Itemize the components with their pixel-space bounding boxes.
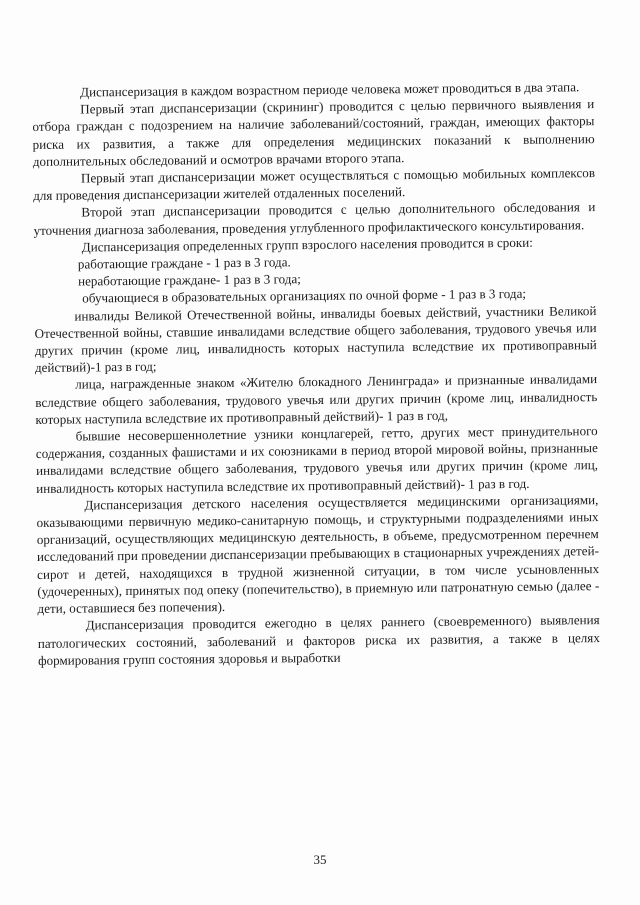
list-item: лица, награжденные знаком «Жителю блокадного Ленинграда» и признанные инвалидами вследствие общего заболевания, трудового увечья или других причин (кроме лиц, инвалидность которых наступила вследствие их противоправный действий)- 1 раз в год,	[35, 371, 598, 427]
list-item: обучающиеся в образовательных организациях по очной форме - 1 раз в 3 года;	[82, 286, 527, 306]
paragraph: Диспансеризация проводится ежегодно в целях раннего (своевременного) выявления патологических состояний, заболеваний и факторов риска их развития, а также в целях формирования групп состояния здоровья и выработки	[37, 612, 600, 668]
body-text	[32, 78, 600, 669]
list-item: инвалиды Великой Отечественной войны, инвалиды боевых действий, участники Великой Отечественной войны, ставшие инвалидами вследствие общего заболевания, трудового увечья или других причин (кроме лиц, инвалидность которых наступила вследствие их противоправный действий)-1 раз в год;	[34, 302, 597, 376]
paragraph: Диспансеризация в каждом возрастном периоде человека может проводиться в два этапа.	[80, 79, 580, 100]
paragraph: Диспансеризация детского населения осуществляется медицинскими организациями, оказывающими первичную медико-санитарную помощь, и структурными подразделениями иных организаций, осуществляющих медицинскую деятельность, в объеме, предусмотренном перечнем исследований при проведении диспансеризации пребывающих в стационарных учреждениях детей-сирот и детей, находящихся в трудной жизненной ситуации, в том числе усыновленных (удочеренных), принятых под опеку (попечительство), в приемную или патронатную семью (далее - дети, оставшиеся без попечения).	[36, 491, 600, 617]
paragraph: Второй этап диспансеризации проводится с целью дополнительного обследования и уточнения диагноза заболевания, проведения углубленного профилактического консультирования.	[33, 199, 596, 238]
page-number: 35	[313, 852, 327, 867]
list-item: работающие граждане - 1 раз в 3 года.	[77, 254, 291, 272]
paragraph: Диспансеризация определенных групп взрослого населения проводится в сроки:	[81, 234, 533, 255]
list-item: бывшие несовершеннолетние узники концлагерей, гетто, других мест принудительного содержания, созданных фашистами и их союзниками в период второй мировой войны, признанные инвалидами вследствие общего заболевания, трудового увечья или других причин (кроме лиц, инвалидность которых наступила вследствие их противоправный действий)- 1 раз в год.	[35, 423, 599, 496]
list-item: неработающие граждане- 1 раз в 3 года;	[77, 271, 301, 289]
paragraph: Первый этап диспансеризации (скрининг) проводится с целью первичного выявления и отбора граждан с подозрением на наличие заболеваний/состояний, граждан, имеющих факторы риска их развития, а также для определения медицинских показаний к выполнению дополнительных обследований и осмотров врачами второго этапа.	[32, 96, 595, 169]
paragraph: Первый этап диспансеризации может осуществляться с помощью мобильных комплексов для проведения диспансеризации жителей отдаленных поселений.	[33, 165, 596, 204]
